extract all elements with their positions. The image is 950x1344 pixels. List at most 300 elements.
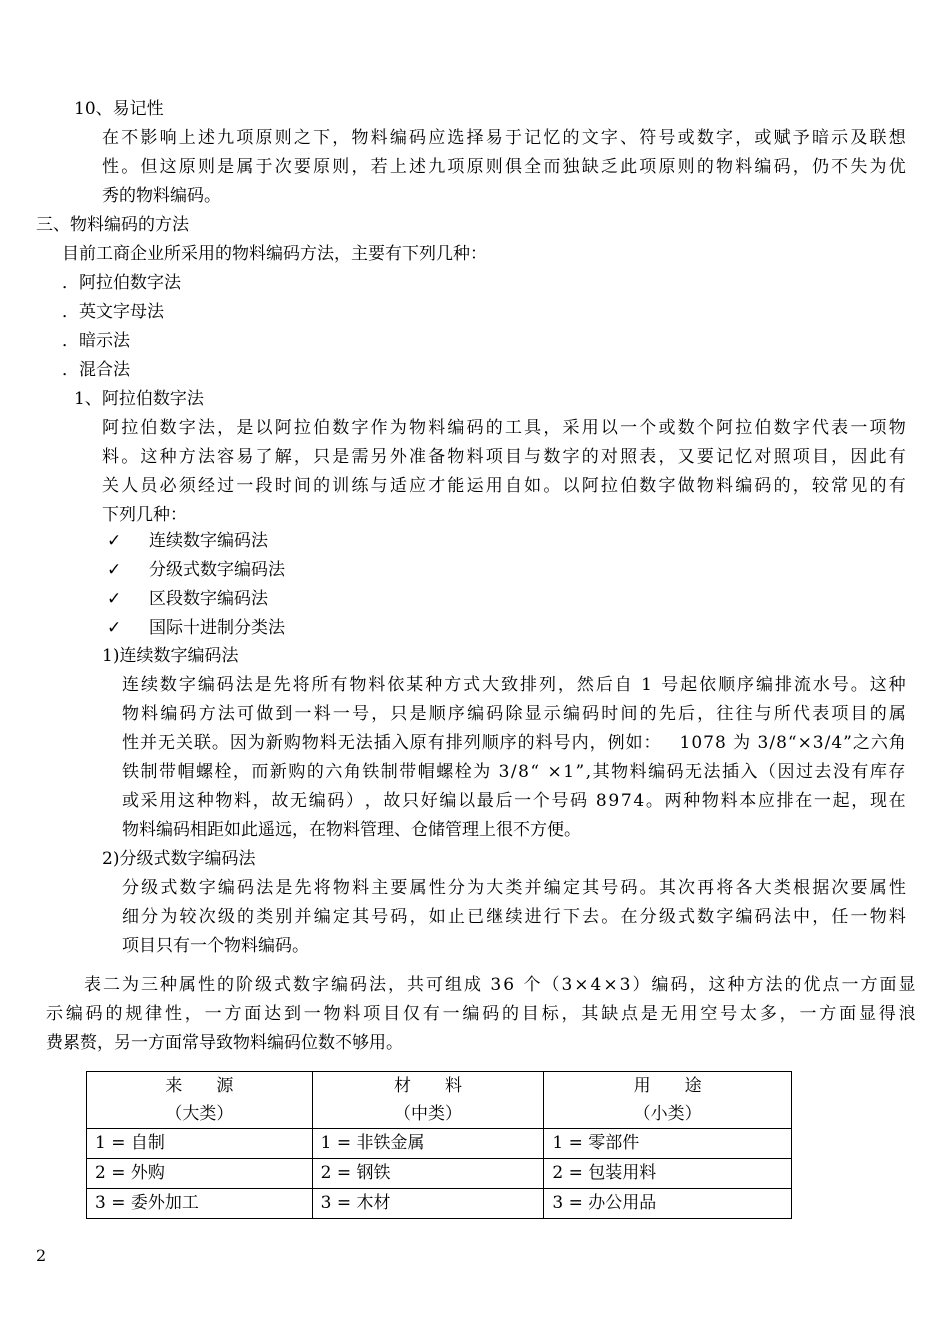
glyph: 为 (389, 418, 407, 438)
header-usage: 用 途 （小类） (544, 1072, 792, 1129)
glyph: 无 (685, 762, 703, 782)
glyph: ， (689, 975, 707, 995)
glyph: 与 (754, 704, 772, 724)
glyph: 顺 (718, 675, 736, 695)
glyph: 其 (352, 907, 370, 927)
glyph: 拉 (121, 418, 139, 438)
paragraph-1-line-2 (102, 443, 906, 472)
glyph: 将 (313, 878, 331, 898)
glyph (492, 758, 497, 787)
glyph: 。 (645, 791, 663, 811)
table-cell: 2 = 钢铁 (312, 1159, 544, 1189)
glyph: 则 (274, 128, 292, 148)
glyph: 方 (746, 975, 764, 995)
glyph: 目 (521, 1004, 539, 1024)
glyph: ， (812, 907, 830, 927)
glyph: , (585, 762, 592, 782)
glyph: 式 (463, 675, 481, 695)
glyph: 段 (255, 476, 273, 496)
glyph: 忆 (735, 447, 753, 467)
glyph: 用 (159, 791, 177, 811)
table-cell: 1 = 零部件 (544, 1129, 792, 1159)
glyph: 物 (323, 1004, 341, 1024)
glyph: 目 (383, 1004, 401, 1024)
glyph: 应 (757, 791, 775, 811)
paragraph-1-line-4: 下列几种： (102, 505, 187, 525)
glyph: 显 (898, 975, 916, 995)
glyph: 上 (178, 128, 196, 148)
glyph: 在 (888, 791, 906, 811)
glyph: 次 (677, 878, 695, 898)
glyph: “ (530, 762, 540, 782)
glyph: 式 (274, 975, 291, 995)
glyph: 及 (850, 128, 868, 148)
glyph: 码 (327, 791, 345, 811)
glyph: 律 (145, 1004, 163, 1024)
glyph: 去 (814, 762, 832, 782)
glyph: 编 (197, 675, 215, 695)
glyph: 伯 (313, 418, 331, 438)
glyph: 大 (754, 878, 772, 898)
glyph: 号 (551, 791, 569, 811)
glyph: 经 (197, 476, 215, 496)
glyph: 细 (122, 907, 139, 927)
glyph: 表 (639, 447, 657, 467)
glyph: 影 (140, 128, 158, 148)
glyph: 项 (639, 157, 657, 177)
glyph: 数 (293, 975, 310, 995)
glyph: 项 (363, 1004, 381, 1024)
glyph: 方 (819, 1004, 837, 1024)
glyph: 序 (737, 675, 755, 695)
glyph: 料 (720, 791, 738, 811)
glyph: 类 (773, 878, 791, 898)
glyph: 只 (313, 447, 331, 467)
glyph: 六 (870, 733, 888, 753)
glyph: 。 (211, 733, 229, 753)
glyph: 6 (503, 975, 515, 995)
glyph: 物 (349, 675, 367, 695)
subsection-1-line-5 (122, 787, 906, 816)
glyph: 无 (337, 733, 355, 753)
glyph: 法 (197, 447, 215, 467)
glyph: 购 (288, 762, 306, 782)
glyph: 成 (464, 975, 481, 995)
glyph: 但 (140, 157, 158, 177)
glyph: 料 (888, 907, 906, 927)
glyph: 料 (343, 1004, 361, 1024)
glyph: 料 (716, 476, 733, 496)
glyph: 为 (869, 157, 887, 177)
glyph: 铁 (122, 762, 139, 782)
glyph: 做 (677, 476, 695, 496)
glyph: × (603, 975, 618, 995)
glyph: 编 (543, 878, 561, 898)
glyph: 数 (697, 907, 715, 927)
glyph: 码 (620, 878, 638, 898)
glyph: 予 (792, 128, 810, 148)
glyph: 具 (524, 418, 542, 438)
glyph: 再 (697, 878, 715, 898)
glyph: 顺 (481, 733, 499, 753)
glyph: 7 (620, 791, 632, 811)
glyph: 螺 (195, 762, 213, 782)
glyph: 方 (860, 975, 878, 995)
glyph: 阿 (102, 418, 119, 438)
glyph: 为 (122, 975, 139, 995)
glyph: 号 (831, 675, 849, 695)
glyph: 排 (520, 675, 538, 695)
glyph: 拉 (735, 418, 753, 438)
glyph: × (574, 975, 589, 995)
glyph: 优 (888, 157, 906, 177)
glyph: 属 (888, 704, 906, 724)
glyph: 制 (380, 762, 398, 782)
glyph: 法 (703, 762, 721, 782)
glyph: 法 (765, 975, 783, 995)
table-cell: 1 = 非铁金属 (312, 1129, 544, 1159)
glyph: ， (831, 447, 849, 467)
glyph: 码 (670, 975, 688, 995)
glyph (751, 729, 756, 758)
glyph: 物 (701, 791, 719, 811)
glyph: 数 (677, 418, 695, 438)
glyph: ， (589, 733, 607, 753)
glyph: 排 (774, 675, 792, 695)
glyph: 拉 (600, 476, 618, 496)
glyph: 仅 (402, 1004, 420, 1024)
glyph: 不 (831, 157, 849, 177)
glyph: 栓 (454, 762, 472, 782)
glyph: ） (346, 791, 364, 811)
glyph: 缺 (601, 1004, 619, 1024)
glyph: / (510, 762, 517, 782)
glyph: 定 (332, 907, 350, 927)
glyph: 的 (639, 704, 657, 724)
glyph: 自 (504, 476, 522, 496)
glyph: 级 (255, 975, 272, 995)
glyph: 新 (265, 733, 283, 753)
check-item: 区段数字编码法 (149, 589, 268, 609)
glyph: ， (779, 1004, 797, 1024)
glyph: 现 (869, 791, 887, 811)
glyph: 码 (216, 675, 234, 695)
glyph: 显 (524, 704, 542, 724)
subheading-2: 2)分级式数字编码法 (102, 849, 256, 869)
glyph: 物 (888, 418, 906, 438)
glyph: 代 (793, 704, 811, 724)
table-cell: 2 = 外购 (87, 1159, 313, 1189)
glyph: 全 (524, 157, 542, 177)
glyph: 规 (125, 1004, 143, 1024)
glyph: 对 (600, 447, 618, 467)
glyph: 其 (581, 1004, 599, 1024)
glyph: 的 (773, 476, 791, 496)
glyph: 选 (447, 128, 465, 148)
glyph: 忆 (543, 128, 561, 148)
glyph: 的 (485, 418, 503, 438)
glyph: 训 (332, 476, 350, 496)
subsection-1-line-1 (122, 671, 906, 700)
glyph: 料 (141, 704, 159, 724)
glyph: 3 (490, 975, 502, 995)
glyph: ） (632, 975, 650, 995)
glyph: 制 (140, 762, 158, 782)
glyph: 法 (773, 907, 791, 927)
glyph: 继 (486, 907, 504, 927)
glyph: 定 (562, 878, 580, 898)
glyph: 目 (811, 447, 829, 467)
glyph: 仍 (811, 157, 829, 177)
glyph: 易 (485, 128, 503, 148)
glyph: 编 (462, 1004, 480, 1024)
glyph: × (797, 733, 812, 753)
check-icon: ✓ (107, 560, 122, 580)
table-row (87, 1129, 792, 1159)
paragraph-10-line-3: 秀的物料编码。 (102, 186, 221, 206)
glyph: 物 (611, 762, 629, 782)
glyph: 是 (236, 418, 254, 438)
glyph: 8 (518, 762, 529, 782)
glyph: 料 (234, 791, 252, 811)
glyph: 码 (85, 1004, 103, 1024)
glyph: 码 (754, 907, 772, 927)
glyph: 个 (523, 975, 541, 995)
glyph: 员 (140, 476, 158, 496)
glyph: 续 (140, 675, 158, 695)
glyph: ， (543, 418, 561, 438)
glyph: 得 (878, 1004, 896, 1024)
section-heading-3: 三、物料编码的方法 (36, 215, 189, 235)
glyph: 购 (283, 733, 301, 753)
glyph: 联 (193, 733, 211, 753)
glyph: 分 (122, 878, 139, 898)
glyph: 的 (784, 975, 802, 995)
glyph: 没 (832, 762, 850, 782)
glyph: 此 (620, 157, 638, 177)
glyph: 阿 (274, 418, 292, 438)
glyph: 个 (532, 791, 550, 811)
glyph: 练 (351, 476, 369, 496)
glyph: 一 (799, 1004, 817, 1024)
table-cell: 3 = 木材 (312, 1189, 544, 1219)
glyph: 带 (158, 762, 176, 782)
glyph: ， (792, 476, 810, 496)
glyph: 法 (256, 878, 274, 898)
glyph: 种 (425, 675, 443, 695)
glyph: 。 (639, 878, 657, 898)
glyph: 流 (793, 675, 811, 695)
glyph: 点 (621, 1004, 639, 1024)
glyph: 栓 (214, 762, 232, 782)
glyph: 编 (754, 157, 772, 177)
glyph: 属 (869, 878, 887, 898)
glyph: 如 (428, 907, 446, 927)
glyph: 3 (757, 733, 769, 753)
glyph: ， (658, 447, 676, 467)
glyph: 故 (271, 791, 289, 811)
glyph: 优 (803, 975, 821, 995)
glyph: ， (217, 418, 235, 438)
glyph: 表 (84, 975, 101, 995)
paragraph-1-line-3 (102, 472, 906, 501)
table-header-row (87, 1072, 792, 1129)
glyph: 编 (308, 791, 326, 811)
glyph: 用 (485, 476, 503, 496)
glyph: 号 (601, 878, 619, 898)
glyph: 字 (351, 418, 369, 438)
glyph: 必 (159, 476, 177, 496)
code-attribute-table (86, 1071, 792, 1219)
glyph: 与 (524, 447, 542, 467)
glyph: 号 (553, 733, 571, 753)
glyph: 物 (869, 907, 887, 927)
glyph: 码 (179, 704, 197, 724)
glyph (65, 971, 82, 1000)
glyph: 编 (389, 128, 407, 148)
glyph: / (824, 733, 831, 753)
glyph: ， (388, 975, 405, 995)
glyph: ， (557, 675, 575, 695)
glyph: 角 (343, 762, 361, 782)
glyph: 联 (869, 128, 887, 148)
glyph: 排 (776, 791, 794, 811)
glyph: 帽 (417, 762, 435, 782)
glyph: 这 (140, 447, 158, 467)
glyph: 择 (466, 128, 484, 148)
glyph: 分 (639, 907, 657, 927)
glyph: 其 (658, 878, 676, 898)
glyph: 项 (869, 418, 887, 438)
glyph: 物 (447, 447, 465, 467)
glyph: 号 (658, 128, 676, 148)
glyph: 是 (332, 447, 350, 467)
glyph: 编 (735, 476, 753, 496)
glyph: 时 (274, 476, 292, 496)
glyph: 码 (570, 791, 588, 811)
glyph: 插 (722, 762, 740, 782)
glyph: 字 (600, 128, 618, 148)
glyph: 编 (651, 975, 669, 995)
glyph: 共 (407, 975, 424, 995)
glyph: 存 (888, 762, 906, 782)
glyph: 某 (406, 675, 424, 695)
glyph: 并 (524, 878, 542, 898)
glyph: 法 (235, 675, 253, 695)
glyph (727, 729, 732, 758)
glyph: ， (792, 157, 810, 177)
glyph: 料 (319, 733, 337, 753)
check-item: 国际十进制分类法 (149, 618, 285, 638)
glyph: 对 (754, 447, 772, 467)
glyph: ， (252, 791, 270, 811)
glyph: 有 (427, 733, 445, 753)
glyph: 。 (121, 447, 139, 467)
glyph: 做 (256, 704, 274, 724)
glyph: 物 (696, 476, 714, 496)
glyph: 属 (236, 157, 254, 177)
glyph: 物 (332, 878, 350, 898)
glyph: 方 (178, 447, 196, 467)
glyph: 表 (831, 418, 849, 438)
glyph: 原 (255, 128, 273, 148)
glyph: 或 (677, 128, 695, 148)
glyph: 大 (482, 675, 500, 695)
glyph: 并 (139, 733, 157, 753)
glyph: 示 (831, 128, 849, 148)
glyph: 据 (812, 878, 830, 898)
glyph: 用 (581, 418, 599, 438)
glyph (634, 671, 639, 700)
glyph: 将 (716, 878, 734, 898)
glyph: 失 (850, 157, 868, 177)
glyph: 关 (102, 476, 119, 496)
glyph: 数 (179, 878, 197, 898)
subsection-1-line-6: 物料编码相距如此遥远，在物料管理、仓储管理上很不方便。 (122, 820, 581, 840)
glyph: 拉 (293, 418, 311, 438)
glyph: 料 (352, 878, 370, 898)
glyph: 、 (620, 128, 638, 148)
glyph: 3 (561, 975, 573, 995)
glyph: 8 (595, 791, 607, 811)
glyph: 阿 (716, 418, 733, 438)
glyph: 解 (274, 447, 292, 467)
glyph: 的 (313, 476, 331, 496)
glyph: 水 (812, 675, 830, 695)
glyph: 数 (639, 476, 657, 496)
glyph: 所 (311, 675, 329, 695)
glyph: 乏 (600, 157, 618, 177)
glyph: 各 (735, 878, 753, 898)
table-cell: 3 = 办公用品 (544, 1189, 792, 1219)
glyph: 项 (792, 447, 810, 467)
glyph: 而 (543, 157, 561, 177)
check-item: 分级式数字编码法 (149, 560, 285, 580)
glyph: 入 (391, 733, 409, 753)
glyph: 如 (524, 476, 542, 496)
glyph: 数 (159, 675, 177, 695)
glyph: 到 (283, 1004, 301, 1024)
glyph: 码 (582, 704, 600, 724)
glyph: 了 (255, 447, 273, 467)
glyph: 字 (716, 907, 734, 927)
glyph: 可 (426, 975, 443, 995)
glyph: 根 (793, 878, 811, 898)
glyph: 一 (841, 975, 859, 995)
glyph: 要 (293, 157, 311, 177)
glyph: 这 (159, 157, 177, 177)
glyph: 其 (592, 762, 610, 782)
page-number: 2 (36, 1246, 47, 1265)
glyph: 而 (251, 762, 269, 782)
glyph: 达 (264, 1004, 282, 1024)
glyph: 容 (217, 447, 235, 467)
glyph: 下 (313, 128, 331, 148)
glyph: 进 (524, 907, 542, 927)
glyph: 种 (683, 791, 701, 811)
table-intro-line-2 (46, 1000, 916, 1029)
glyph: 种 (196, 791, 214, 811)
header-source: 来 源 （大类） (87, 1072, 313, 1129)
glyph: 作 (370, 418, 388, 438)
glyph: 类 (256, 907, 274, 927)
glyph: 才 (428, 476, 446, 496)
glyph: 在 (620, 907, 638, 927)
table-cell: 2 = 包装用料 (544, 1159, 792, 1189)
glyph: 暗 (811, 128, 829, 148)
glyph: 的 (581, 447, 599, 467)
glyph: 码 (237, 878, 255, 898)
